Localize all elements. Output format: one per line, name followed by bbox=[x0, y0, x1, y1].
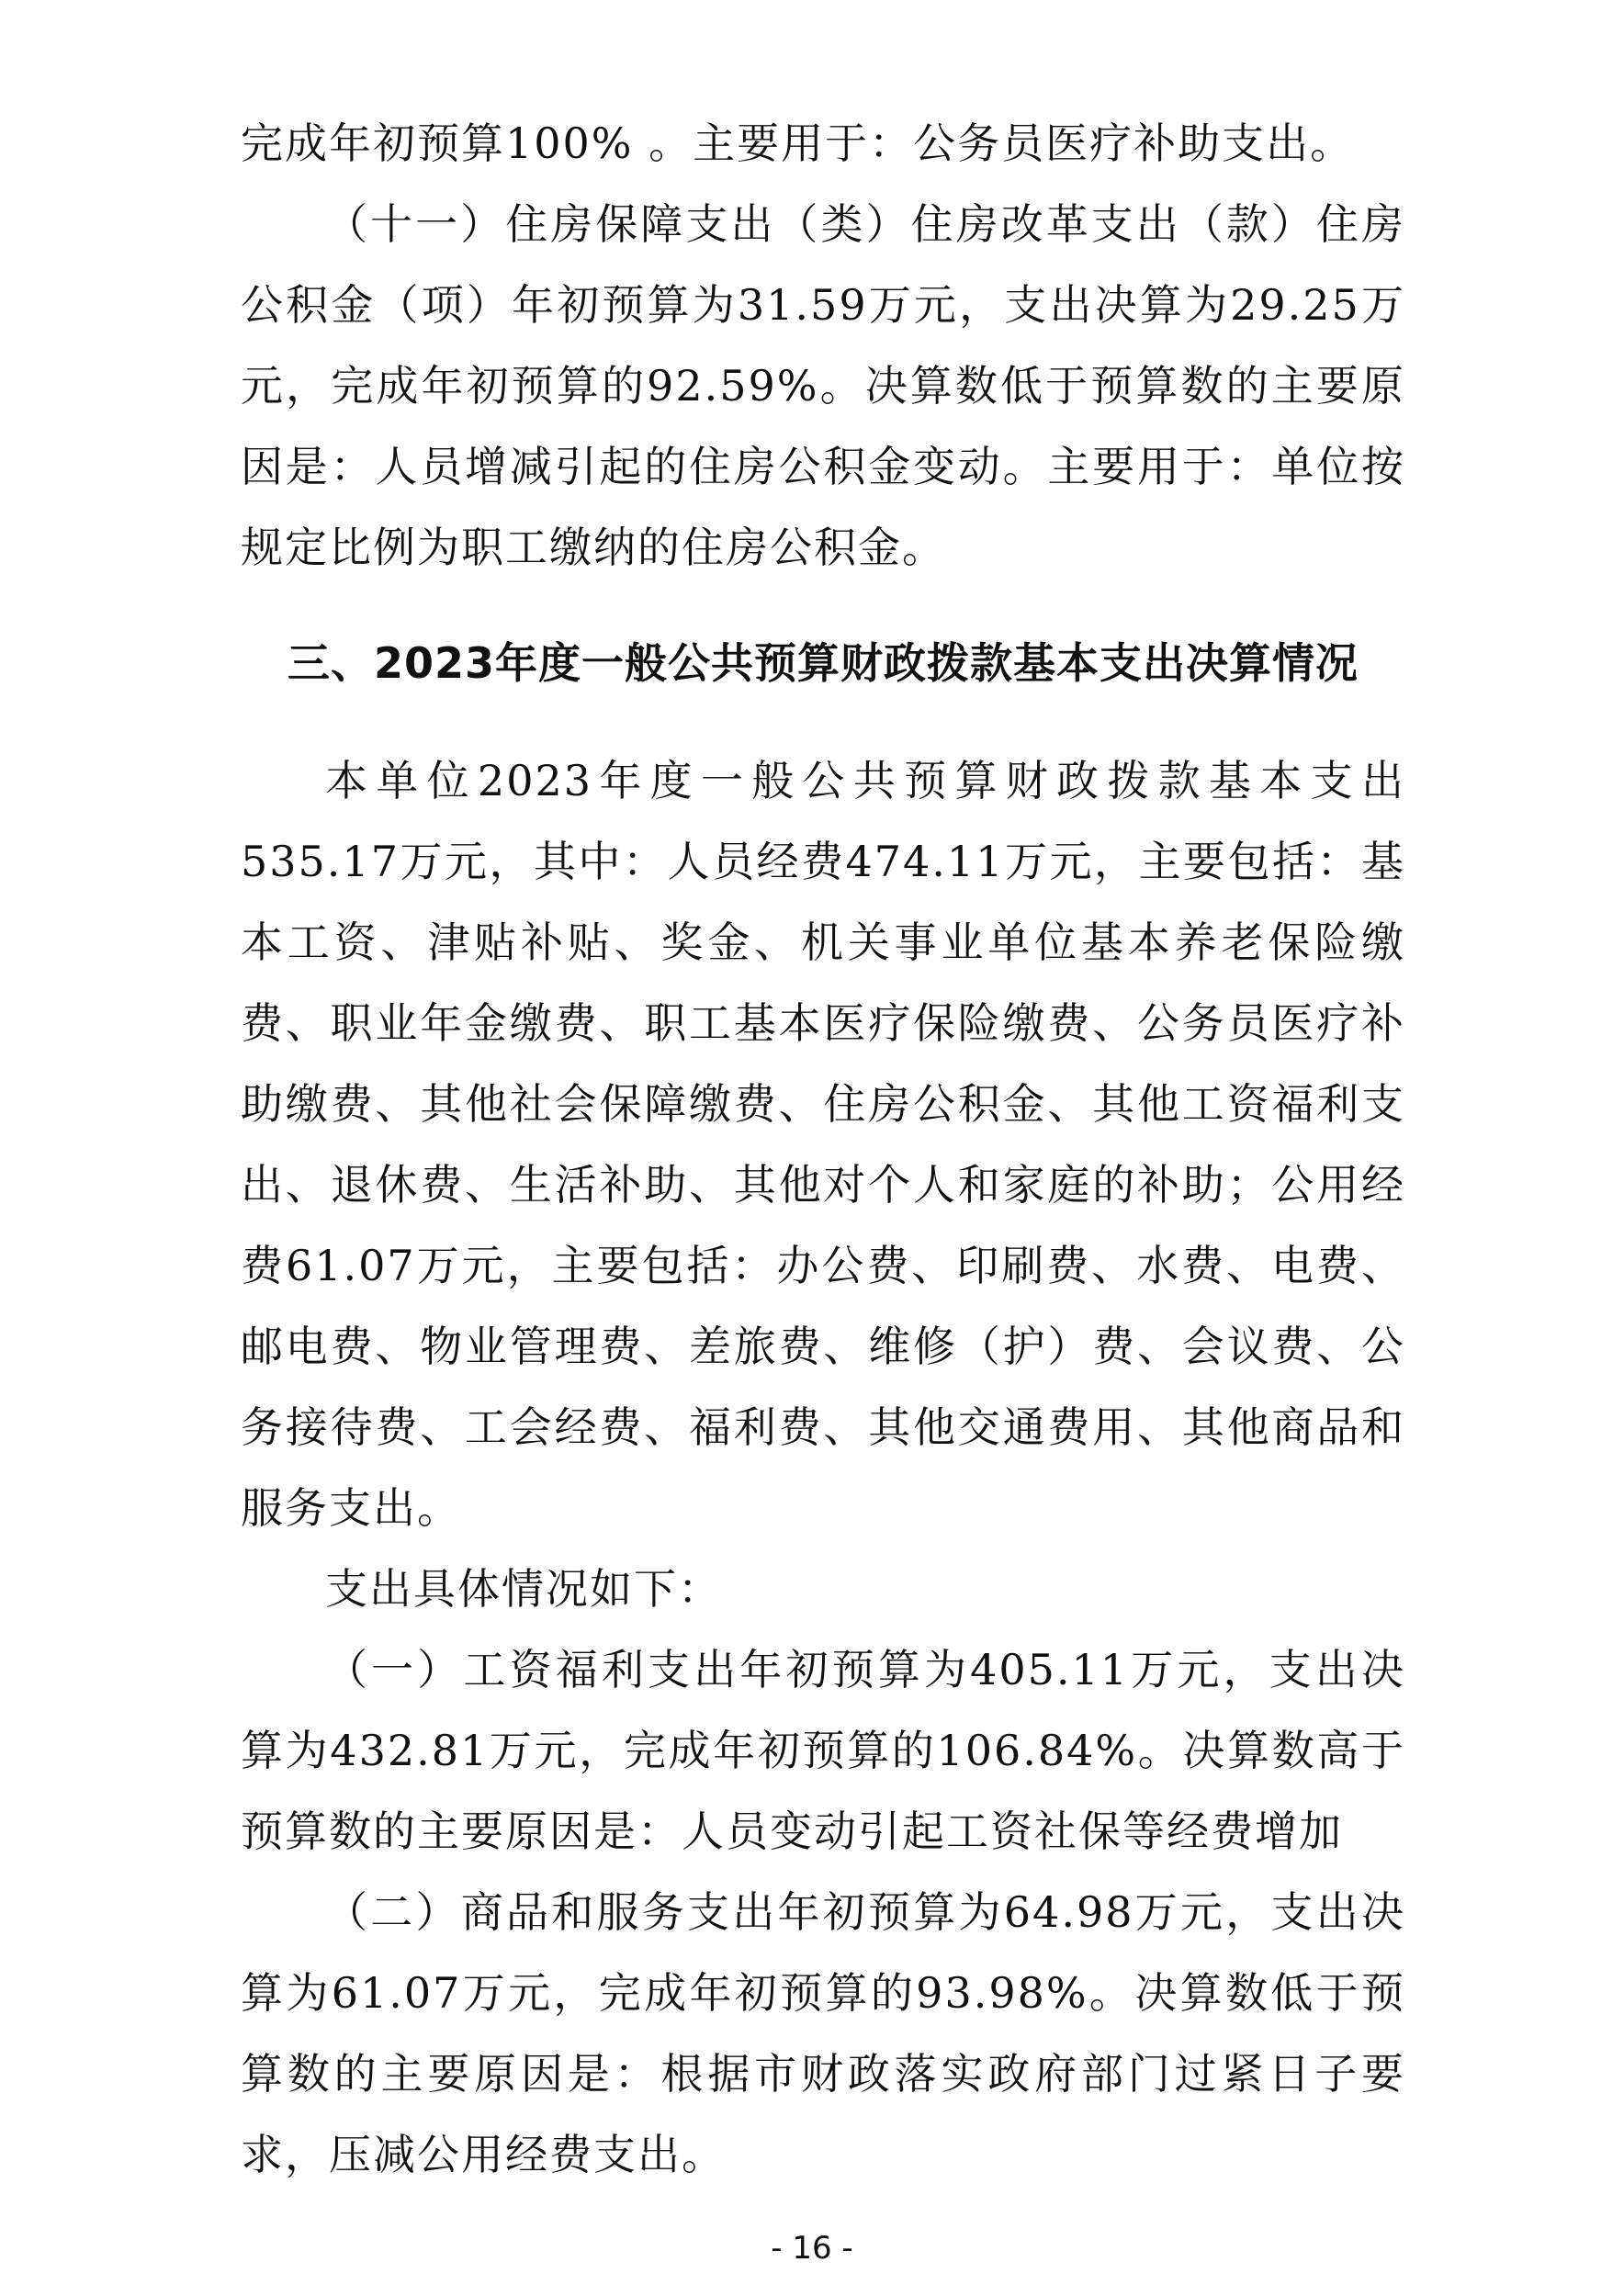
paragraph-continued: 完成年初预算100% 。主要用于：公务员医疗补助支出。 bbox=[241, 118, 1355, 168]
paragraph-goods-services: （二）商品和服务支出年初预算为64.98万元，支出决算为61.07万元，完成年初预算的93.98%。决算数低于预算数的主要原因是：根据市财政落实政府部门过紧日子要求，压减公用经费支出。 bbox=[241, 1887, 1405, 2179]
page-number: - 16 - bbox=[771, 2230, 853, 2267]
document-body bbox=[241, 103, 1405, 2195]
paragraph-wages-welfare: （一）工资福利支出年初预算为405.11万元，支出决算为432.81万元，完成年初预算的106.84%。决算数高于预算数的主要原因是：人员变动引起工资社保等经费增加 bbox=[241, 1645, 1405, 1856]
paragraph-basic-expenditure: 本单位2023年度一般公共预算财政拨款基本支出535.17万元，其中：人员经费474.11万元，主要包括：基本工资、津贴补贴、奖金、机关事业单位基本养老保险缴费、职业年金缴费、职工基本医疗保险缴费、公务员医疗补助缴费、其他社会保障缴费、住房公积金、其他工资福利支出、退休费、生活补助、其他对个人和家庭的补助；公用经费61.07万元，主要包括：办公费、印刷费、水费、电费、邮电费、物业管理费、差旅费、维修（护）费、会议费、公务接待费、工会经费、福利费、其他交通费用、其他商品和服务支出。 bbox=[241, 756, 1405, 1533]
section-heading: 三、2023年度一般公共预算财政拨款基本支出决算情况 bbox=[287, 638, 1359, 688]
paragraph-housing-fund: （十一）住房保障支出（类）住房改革支出（款）住房公积金（项）年初预算为31.59万元，支出决算为29.25万元，完成年初预算的92.59%。决算数低于预算数的主要原因是：人员增减引起的住房公积金变动。主要用于：单位按规定比例为职工缴纳的住房公积金。 bbox=[241, 199, 1405, 572]
paragraph-details-intro: 支出具体情况如下： bbox=[325, 1564, 722, 1614]
